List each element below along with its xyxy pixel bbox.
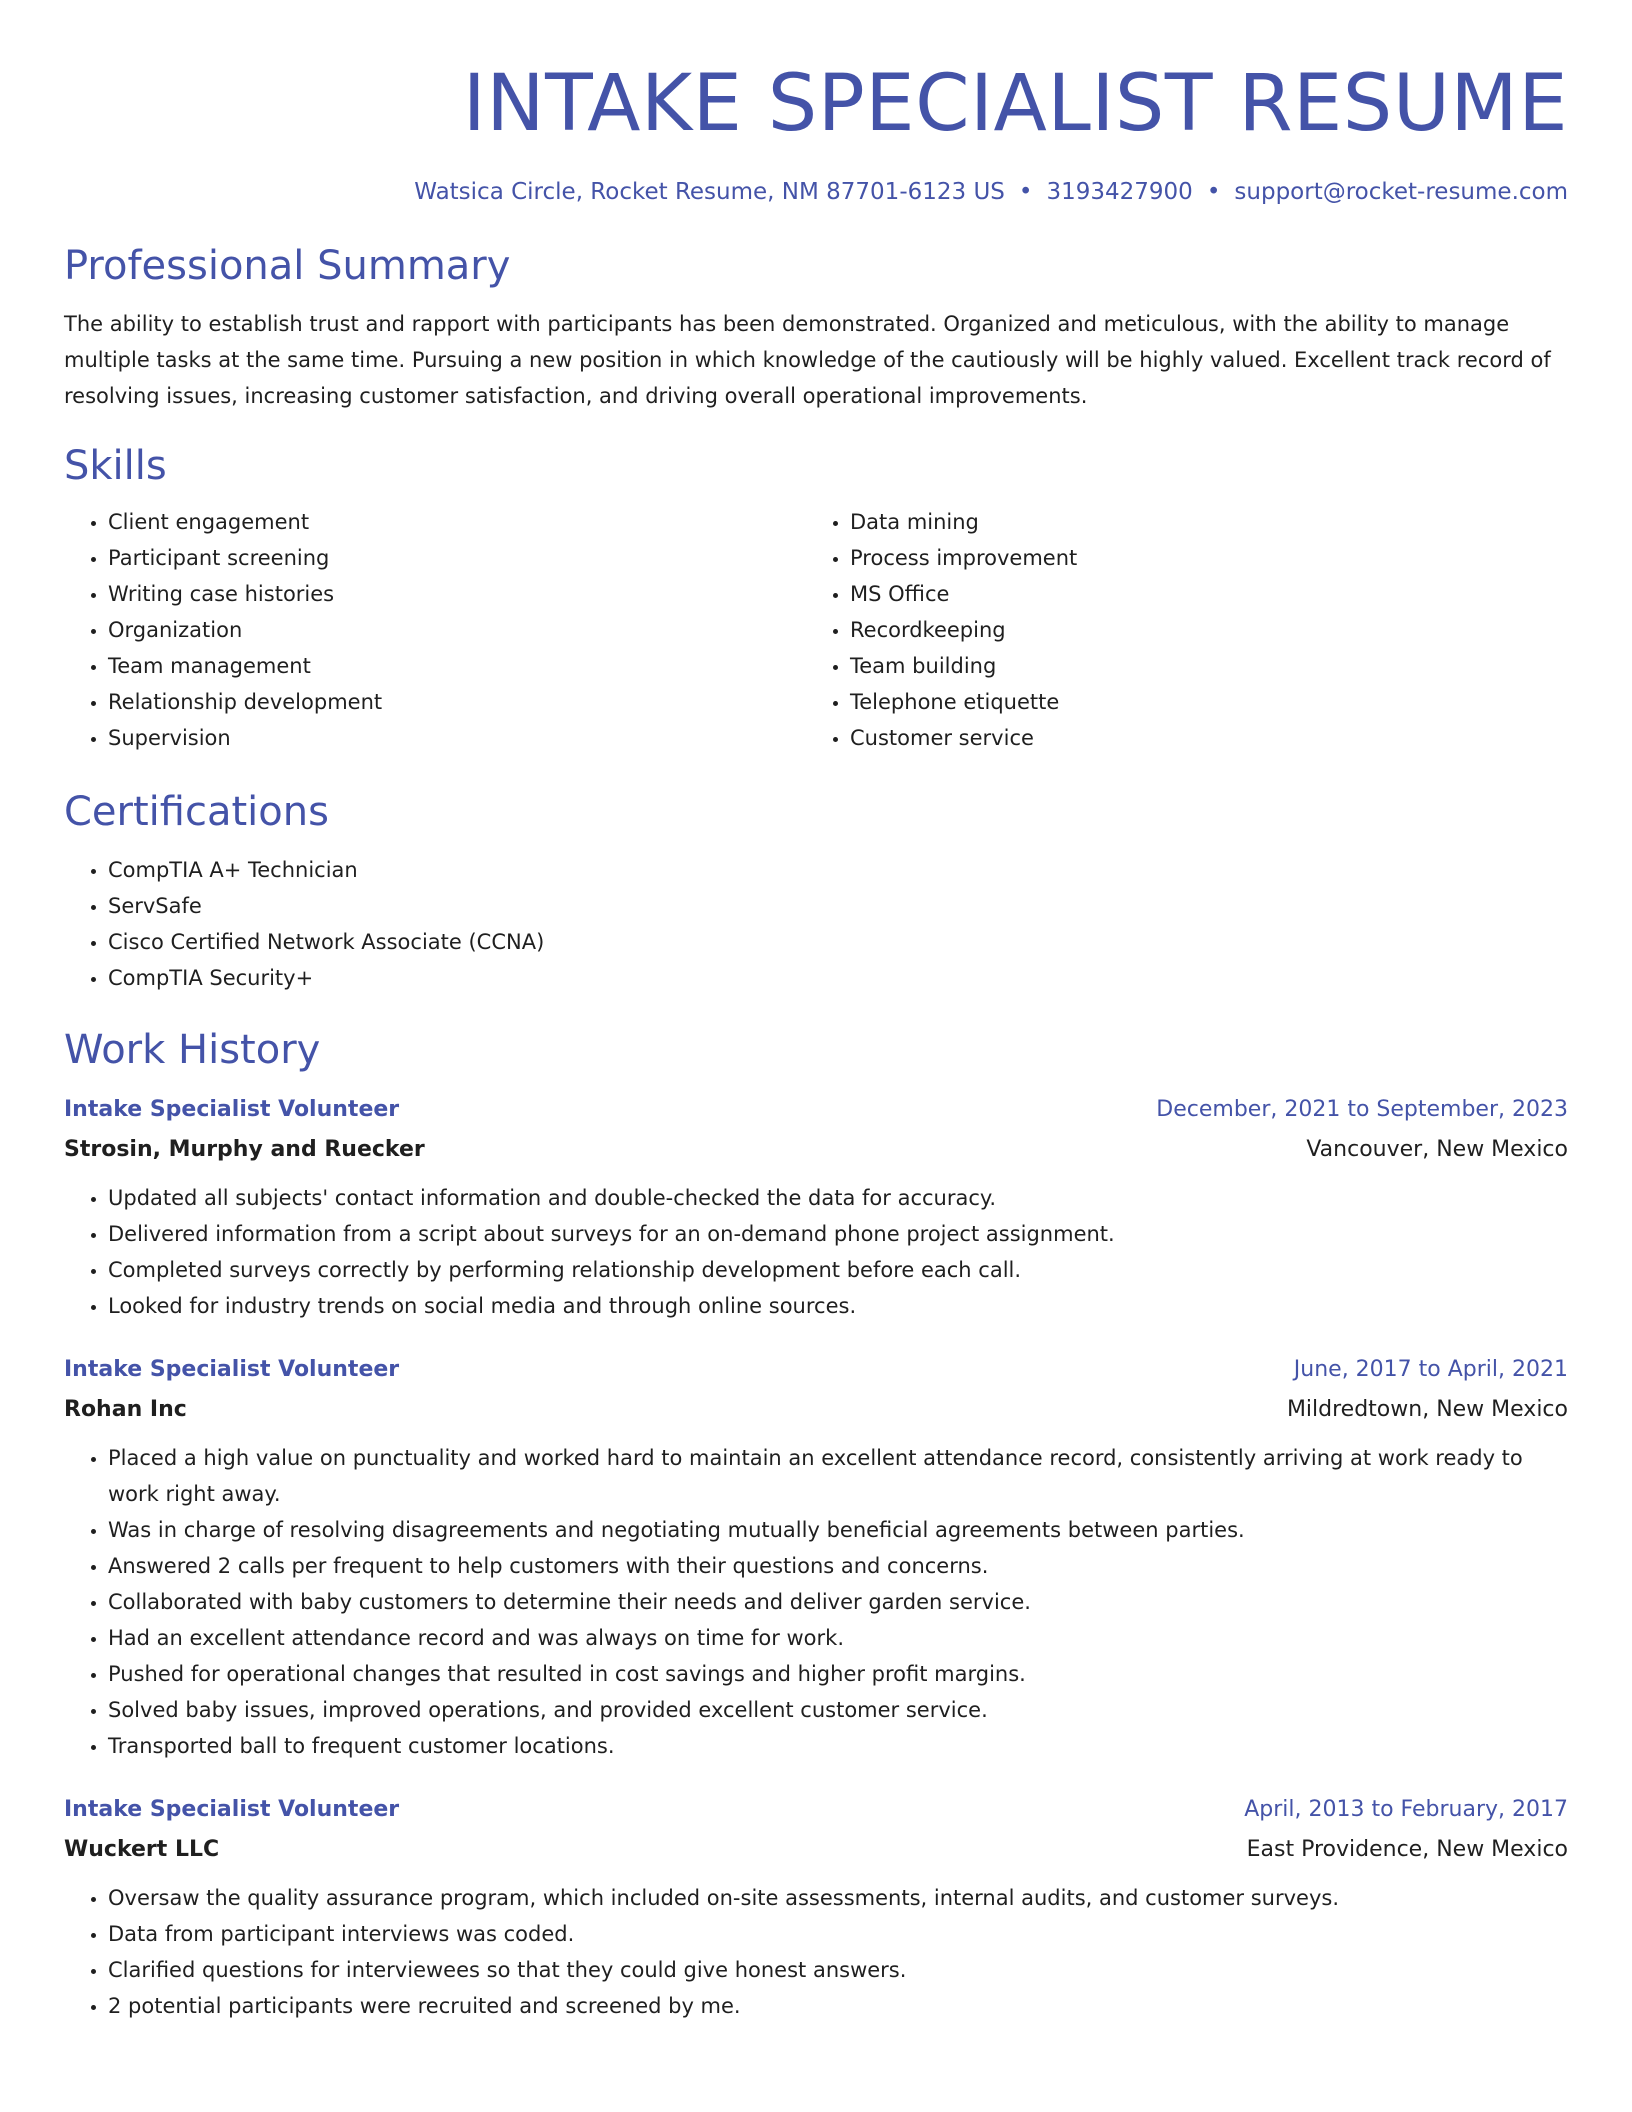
skill-item: • Relationship development <box>108 684 806 720</box>
job-duty: • Was in charge of resolving disagreements and negotiating mutually beneficial agreements between parties. <box>108 1512 1568 1548</box>
contact-address: Watsica Circle, Rocket Resume, NM 87701-6123 US <box>414 179 1005 205</box>
certifications-heading: Certifications <box>64 789 329 835</box>
job-location: Vancouver, New Mexico <box>1306 1137 1568 1162</box>
job-company-row <box>64 1130 1568 1170</box>
job-header-row <box>64 1790 1568 1830</box>
job-entry <box>64 1090 1568 1324</box>
job-duty: • Solved baby issues, improved operations, and provided excellent customer service. <box>108 1692 1568 1728</box>
job-duty: • Looked for industry trends on social media and through online sources. <box>108 1288 1568 1324</box>
contact-line <box>64 176 1568 208</box>
job-company: Rohan Inc <box>64 1397 187 1422</box>
job-company: Wuckert LLC <box>64 1837 220 1862</box>
job-duties-list <box>64 1880 1568 2024</box>
job-title: Intake Specialist Volunteer <box>64 1097 400 1122</box>
skills-left-column <box>64 504 806 756</box>
job-duty: • Pushed for operational changes that resulted in cost savings and higher profit margins. <box>108 1656 1568 1692</box>
job-duty: • Answered 2 calls per frequent to help customers with their questions and concerns. <box>108 1548 1568 1584</box>
summary-heading: Professional Summary <box>64 243 511 289</box>
job-company-row <box>64 1830 1568 1870</box>
contact-separator: • <box>1206 179 1221 205</box>
job-location: Mildredtown, New Mexico <box>1286 1397 1568 1422</box>
job-duties-list <box>64 1440 1568 1764</box>
job-company-row <box>64 1390 1568 1430</box>
skill-item: • Telephone etiquette <box>850 684 1548 720</box>
skill-item: • Organization <box>108 612 806 648</box>
job-duty: • Completed surveys correctly by performing relationship development before each call. <box>108 1252 1568 1288</box>
skill-item: • Supervision <box>108 720 806 756</box>
skills-right-list <box>806 504 1548 756</box>
skill-item: • Recordkeeping <box>850 612 1548 648</box>
skills-right-column <box>806 504 1548 756</box>
job-header-row <box>64 1350 1568 1390</box>
skill-item: • Customer service <box>850 720 1548 756</box>
job-dates: April, 2013 to February, 2017 <box>1244 1797 1568 1822</box>
skill-item: • Team building <box>850 648 1548 684</box>
certification-item: • ServSafe <box>108 888 1568 924</box>
job-location: East Providence, New Mexico <box>1246 1837 1568 1862</box>
job-title: Intake Specialist Volunteer <box>64 1797 400 1822</box>
job-company: Strosin, Murphy and Ruecker <box>64 1137 425 1162</box>
skill-item: • MS Office <box>850 576 1548 612</box>
resume-title: INTAKE SPECIALIST RESUME <box>462 59 1568 149</box>
job-title: Intake Specialist Volunteer <box>64 1357 400 1382</box>
job-duty: • Collaborated with baby customers to determine their needs and deliver garden service. <box>108 1584 1568 1620</box>
skill-item: • Writing case histories <box>108 576 806 612</box>
job-duties-list <box>64 1180 1568 1324</box>
skills-columns <box>64 504 1568 756</box>
skill-item: • Team management <box>108 648 806 684</box>
skills-left-list <box>64 504 806 756</box>
job-dates: June, 2017 to April, 2021 <box>1293 1357 1568 1382</box>
job-duty: • Oversaw the quality assurance program, which included on-site assessments, internal audits, and customer surveys. <box>108 1880 1568 1916</box>
skill-item: • Client engagement <box>108 504 806 540</box>
certifications-list <box>64 852 1568 996</box>
job-duty: • Transported ball to frequent customer locations. <box>108 1728 1568 1764</box>
certification-item: • CompTIA A+ Technician <box>108 852 1568 888</box>
summary-text: The ability to establish trust and rapport with participants has been demonstrated. Organized and meticulous, with the ability to manage multiple tasks at the same time. Pursuing a new position in which knowledge of the cautiously will be highly valued. Excellent track record of resolving issues, increasing customer satisfaction, and driving overall operational improvements. <box>64 312 1551 408</box>
certification-item: • Cisco Certified Network Associate (CCNA) <box>108 924 1568 960</box>
job-dates: December, 2021 to September, 2023 <box>1156 1097 1568 1122</box>
job-duty: • Placed a high value on punctuality and worked hard to maintain an excellent attendance record, consistently arriving at work ready to work right away. <box>108 1440 1568 1512</box>
resume-page <box>64 0 1568 2024</box>
contact-phone: 3193427900 <box>1046 179 1193 205</box>
job-entry <box>64 1350 1568 1764</box>
job-duty: • Clarified questions for interviewees so that they could give honest answers. <box>108 1952 1568 1988</box>
skill-item: • Data mining <box>850 504 1548 540</box>
job-header-row <box>64 1090 1568 1130</box>
skills-heading: Skills <box>64 443 167 489</box>
contact-separator: • <box>1018 179 1033 205</box>
contact-email: support@rocket-resume.com <box>1234 179 1568 205</box>
job-duty: • Updated all subjects' contact information and double-checked the data for accuracy. <box>108 1180 1568 1216</box>
job-duty: • 2 potential participants were recruited and screened by me. <box>108 1988 1568 2024</box>
certification-item: • CompTIA Security+ <box>108 960 1568 996</box>
job-entry <box>64 1790 1568 2024</box>
skill-item: • Process improvement <box>850 540 1548 576</box>
job-duty: • Had an excellent attendance record and was always on time for work. <box>108 1620 1568 1656</box>
job-duty: • Data from participant interviews was coded. <box>108 1916 1568 1952</box>
job-duty: • Delivered information from a script about surveys for an on-demand phone project assignment. <box>108 1216 1568 1252</box>
work-history-heading: Work History <box>64 1027 321 1073</box>
skill-item: • Participant screening <box>108 540 806 576</box>
